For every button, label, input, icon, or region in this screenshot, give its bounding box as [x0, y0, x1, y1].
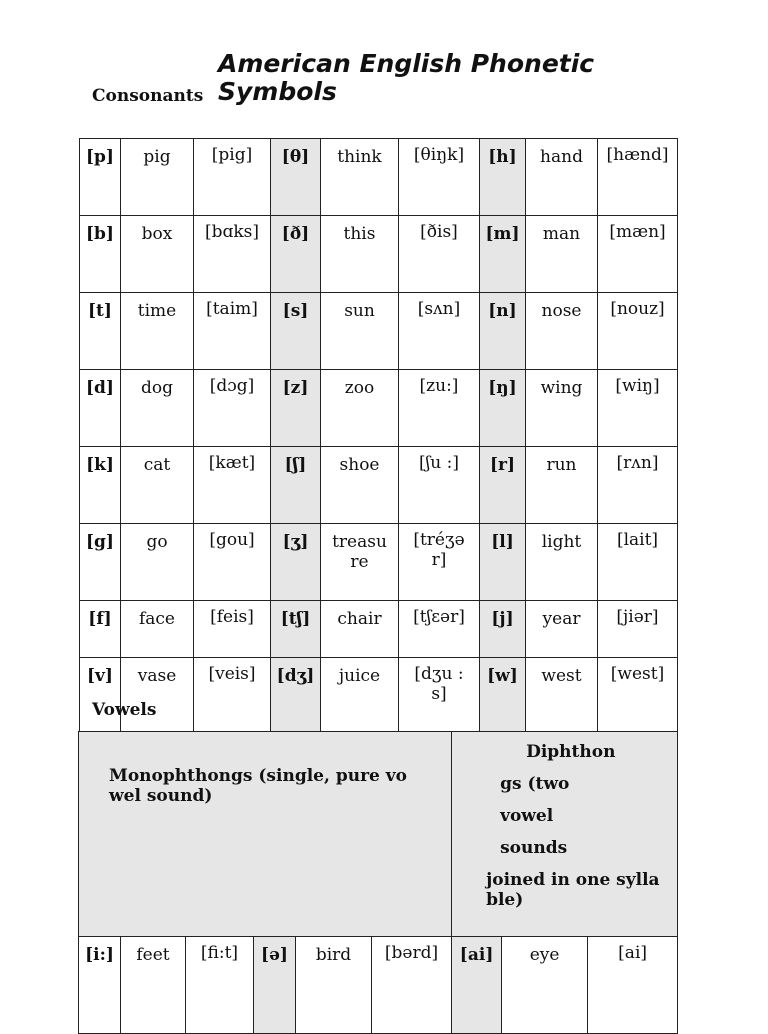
phonetic-symbol: [f]: [80, 601, 121, 658]
table-row: [80, 601, 678, 658]
example-word: time: [121, 293, 194, 370]
phonetic-symbol: [l]: [480, 524, 526, 601]
phonetic-symbol: [d]: [80, 370, 121, 447]
transcription: [bɑks]: [194, 216, 271, 293]
transcription: [lait]: [598, 524, 678, 601]
transcription: [veis]: [194, 658, 271, 735]
vowels-table: [78, 731, 678, 1034]
diphthongs-heading-line: vowel: [500, 806, 554, 826]
phonetic-symbol: [s]: [271, 293, 321, 370]
example-word: wing: [526, 370, 598, 447]
example-word: bird: [296, 937, 372, 1034]
phonetic-symbol: [ŋ]: [480, 370, 526, 447]
example-word: this: [321, 216, 399, 293]
phonetic-symbol: [tʃ]: [271, 601, 321, 658]
transcription: [tréʒər]: [399, 524, 480, 601]
phonetic-symbol: [t]: [80, 293, 121, 370]
phonetic-symbol: [b]: [80, 216, 121, 293]
example-word: go: [121, 524, 194, 601]
example-word: shoe: [321, 447, 399, 524]
transcription: [gou]: [194, 524, 271, 601]
phonetic-symbol: [w]: [480, 658, 526, 735]
example-word: feet: [121, 937, 186, 1034]
example-word: chair: [321, 601, 399, 658]
phonetic-symbol: [z]: [271, 370, 321, 447]
phonetic-symbol: [r]: [480, 447, 526, 524]
table-row: [80, 139, 678, 216]
transcription: [ʃu :]: [399, 447, 480, 524]
transcription: [nouz]: [598, 293, 678, 370]
example-word: light: [526, 524, 598, 601]
diphthongs-heading-line: gs (two: [500, 774, 570, 794]
table-row: [80, 293, 678, 370]
phonetic-symbol: [dʒ]: [271, 658, 321, 735]
phonetic-symbol: [ə]: [254, 937, 296, 1034]
example-word: hand: [526, 139, 598, 216]
diphthongs-heading: [452, 732, 678, 937]
phonetic-symbol: [θ]: [271, 139, 321, 216]
example-word: run: [526, 447, 598, 524]
example-word: think: [321, 139, 399, 216]
transcription: [dʒu : s]: [399, 658, 480, 735]
transcription: [kæt]: [194, 447, 271, 524]
example-word: sun: [321, 293, 399, 370]
phonetic-symbol: [g]: [80, 524, 121, 601]
example-word: year: [526, 601, 598, 658]
phonetic-symbol: [m]: [480, 216, 526, 293]
phonetic-symbol: [i:]: [79, 937, 121, 1034]
example-word: treasure: [321, 524, 399, 601]
phonetic-symbol: [k]: [80, 447, 121, 524]
example-word: zoo: [321, 370, 399, 447]
transcription: [tʃɛər]: [399, 601, 480, 658]
table-row: [80, 658, 678, 735]
transcription: [dɔg]: [194, 370, 271, 447]
transcription: [zu:]: [399, 370, 480, 447]
example-word: vase: [121, 658, 194, 735]
table-row: [80, 524, 678, 601]
transcription: [fi:t]: [186, 937, 254, 1034]
example-word: west: [526, 658, 598, 735]
phonetic-symbol: [ð]: [271, 216, 321, 293]
transcription: [ðis]: [399, 216, 480, 293]
phonetic-symbol: [v]: [80, 658, 121, 735]
example-word: eye: [502, 937, 588, 1034]
phonetic-symbol: [ʃ]: [271, 447, 321, 524]
diphthongs-heading-line: Diphthon: [526, 742, 616, 762]
transcription: [west]: [598, 658, 678, 735]
transcription: [θiŋk]: [399, 139, 480, 216]
phonetic-symbol: [n]: [480, 293, 526, 370]
example-word: cat: [121, 447, 194, 524]
transcription: [sʌn]: [399, 293, 480, 370]
table-row: [80, 216, 678, 293]
transcription: [rʌn]: [598, 447, 678, 524]
example-word: face: [121, 601, 194, 658]
transcription: [pig]: [194, 139, 271, 216]
transcription: [bərd]: [372, 937, 452, 1034]
transcription: [mæn]: [598, 216, 678, 293]
transcription: [wiŋ]: [598, 370, 678, 447]
transcription: [feis]: [194, 601, 271, 658]
monophthongs-heading: Monophthongs (single, pure vowel sound): [79, 732, 452, 937]
example-word: pig: [121, 139, 194, 216]
table-row: [80, 447, 678, 524]
example-word: box: [121, 216, 194, 293]
phonetic-symbol: [ʒ]: [271, 524, 321, 601]
example-word: juice: [321, 658, 399, 735]
phonetic-symbol: [j]: [480, 601, 526, 658]
example-word: man: [526, 216, 598, 293]
table-row: [80, 370, 678, 447]
vowels-label: Vowels: [92, 700, 157, 720]
example-word: nose: [526, 293, 598, 370]
phonetic-symbol: [h]: [480, 139, 526, 216]
transcription: [ai]: [588, 937, 678, 1034]
transcription: [hænd]: [598, 139, 678, 216]
page-title: American English Phonetic Symbols: [218, 49, 595, 106]
diphthongs-heading-line: joined in one syllable): [486, 870, 660, 910]
example-word: dog: [121, 370, 194, 447]
transcription: [jiər]: [598, 601, 678, 658]
consonants-table: [79, 138, 678, 735]
transcription: [taim]: [194, 293, 271, 370]
phonetic-symbol: [ai]: [452, 937, 502, 1034]
phonetic-symbol: [p]: [80, 139, 121, 216]
diphthongs-heading-line: sounds: [500, 838, 568, 858]
consonants-label: Consonants: [92, 86, 204, 106]
